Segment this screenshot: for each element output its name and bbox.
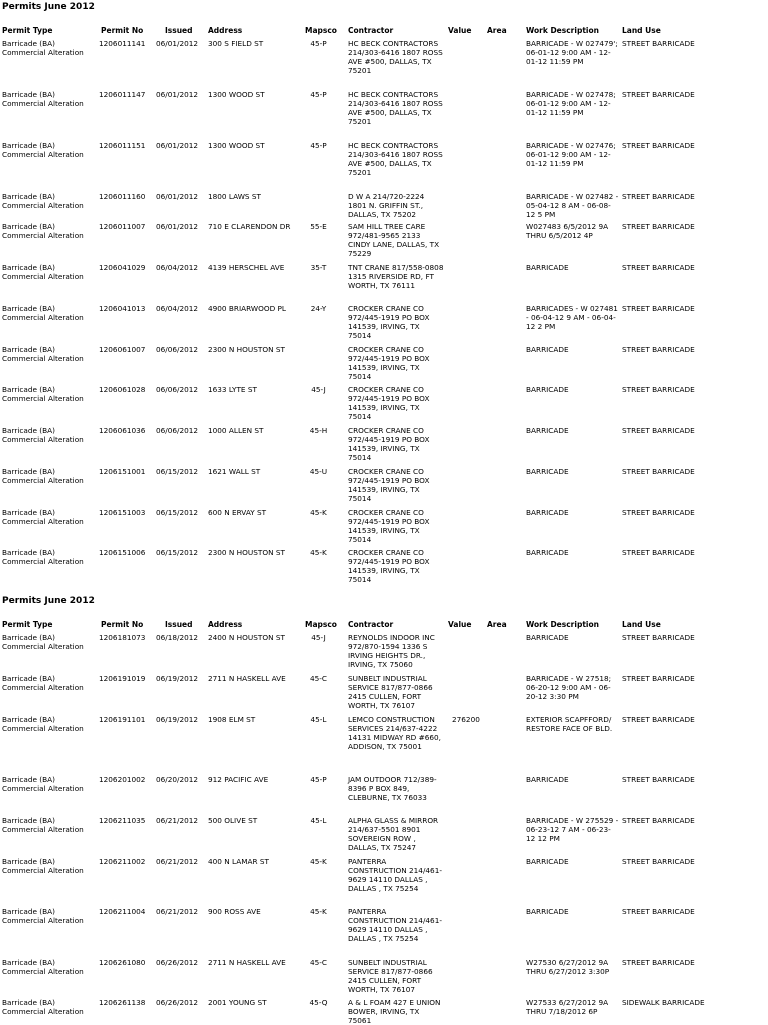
column-header-work: Work Description bbox=[526, 620, 599, 629]
column-header-land: Land Use bbox=[622, 26, 661, 35]
work-description-cell: W27530 6/27/2012 9A THRU 6/27/2012 3:30P bbox=[526, 958, 610, 977]
permit-type-cell: Barricade (BA) Commercial Alteration bbox=[2, 467, 84, 486]
contractor-cell: SAM HILL TREE CARE 972/481-9565 2133 CINDY LANE, DALLAS, TX 75229 bbox=[348, 222, 440, 259]
permit-number-cell: 1206211002 bbox=[99, 857, 146, 866]
permit-number-cell: 1206151003 bbox=[99, 508, 146, 517]
permit-number-cell: 1206191019 bbox=[99, 674, 146, 683]
work-description-cell: BARRICADE - W 27518; 06-20-12 9:00 AM - 06-20-12 3:30 PM bbox=[526, 674, 612, 702]
column-header-value: Value bbox=[448, 620, 472, 629]
permit-number-cell: 1206011160 bbox=[99, 192, 146, 201]
address-cell: 300 S FIELD ST bbox=[208, 39, 264, 48]
work-description-cell: BARRICADE bbox=[526, 345, 569, 354]
issued-date-cell: 06/01/2012 bbox=[156, 222, 199, 231]
permit-number-cell: 1206211035 bbox=[99, 816, 146, 825]
column-header-no: Permit No bbox=[101, 26, 144, 35]
address-cell: 710 E CLARENDON DR bbox=[208, 222, 291, 231]
issued-date-cell: 06/01/2012 bbox=[156, 141, 199, 150]
mapsco-cell: 45-U bbox=[309, 467, 328, 476]
work-description-cell: BARRICADE bbox=[526, 426, 569, 435]
work-description-cell: BARRICADE - W 275529 - 06-23-12 7 AM - 06-23-12 12 PM bbox=[526, 816, 619, 844]
column-header-work: Work Description bbox=[526, 26, 599, 35]
contractor-cell: LEMCO CONSTRUCTION SERVICES 214/637-4222 14131 MIDWAY RD #660, ADDISON, TX 75001 bbox=[348, 715, 441, 752]
work-description-cell: W027483 6/5/2012 9A THRU 6/5/2012 4P bbox=[526, 222, 609, 241]
land-use-cell: STREET BARRICADE bbox=[622, 958, 695, 967]
land-use-cell: STREET BARRICADE bbox=[622, 222, 695, 231]
address-cell: 1300 WOOD ST bbox=[208, 90, 265, 99]
column-header-issued: Issued bbox=[165, 26, 193, 35]
permit-number-cell: 1206181073 bbox=[99, 633, 146, 642]
issued-date-cell: 06/18/2012 bbox=[156, 633, 199, 642]
permit-number-cell: 1206261080 bbox=[99, 958, 146, 967]
work-description-cell: BARRICADE bbox=[526, 907, 569, 916]
permit-number-cell: 1206211004 bbox=[99, 907, 146, 916]
address-cell: 2400 N HOUSTON ST bbox=[208, 633, 285, 642]
permit-type-cell: Barricade (BA) Commercial Alteration bbox=[2, 775, 84, 794]
issued-date-cell: 06/04/2012 bbox=[156, 304, 199, 313]
mapsco-cell: 45-K bbox=[310, 548, 327, 557]
work-description-cell: BARRICADE bbox=[526, 633, 569, 642]
work-description-cell: W27533 6/27/2012 9A THRU 7/18/2012 6P bbox=[526, 998, 609, 1017]
permit-type-cell: Barricade (BA) Commercial Alteration bbox=[2, 90, 84, 109]
mapsco-cell: 24-Y bbox=[310, 304, 327, 313]
permit-number-cell: 1206011141 bbox=[99, 39, 146, 48]
address-cell: 4139 HERSCHEL AVE bbox=[208, 263, 285, 272]
permit-type-cell: Barricade (BA) Commercial Alteration bbox=[2, 548, 84, 567]
permit-type-cell: Barricade (BA) Commercial Alteration bbox=[2, 222, 84, 241]
address-cell: 1300 WOOD ST bbox=[208, 141, 265, 150]
address-cell: 500 OLIVE ST bbox=[208, 816, 258, 825]
permit-type-cell: Barricade (BA) Commercial Alteration bbox=[2, 857, 84, 876]
contractor-cell: HC BECK CONTRACTORS 214/303-6416 1807 ROSS AVE #500, DALLAS, TX 75201 bbox=[348, 141, 443, 178]
issued-date-cell: 06/04/2012 bbox=[156, 263, 199, 272]
permit-number-cell: 1206061036 bbox=[99, 426, 146, 435]
work-description-cell: EXTERIOR SCAPFFORD/ RESTORE FACE OF BLD. bbox=[526, 715, 613, 734]
mapsco-cell: 45-J bbox=[311, 633, 326, 642]
permit-number-cell: 1206041029 bbox=[99, 263, 146, 272]
land-use-cell: STREET BARRICADE bbox=[622, 426, 695, 435]
issued-date-cell: 06/19/2012 bbox=[156, 715, 199, 724]
address-cell: 1621 WALL ST bbox=[208, 467, 261, 476]
contractor-cell: HC BECK CONTRACTORS 214/303-6416 1807 ROSS AVE #500, DALLAS, TX 75201 bbox=[348, 39, 443, 76]
permit-number-cell: 1206061007 bbox=[99, 345, 146, 354]
land-use-cell: STREET BARRICADE bbox=[622, 345, 695, 354]
contractor-cell: CROCKER CRANE CO 972/445-1919 PO BOX 141539, IRVING, TX 75014 bbox=[348, 345, 430, 382]
issued-date-cell: 06/06/2012 bbox=[156, 426, 199, 435]
mapsco-cell: 45-C bbox=[309, 958, 327, 967]
mapsco-cell: 45-P bbox=[310, 141, 327, 150]
permit-number-cell: 1206191101 bbox=[99, 715, 146, 724]
contractor-cell: CROCKER CRANE CO 972/445-1919 PO BOX 141539, IRVING, TX 75014 bbox=[348, 426, 430, 463]
land-use-cell: STREET BARRICADE bbox=[622, 467, 695, 476]
address-cell: 900 ROSS AVE bbox=[208, 907, 261, 916]
issued-date-cell: 06/15/2012 bbox=[156, 467, 199, 476]
mapsco-cell: 45-L bbox=[310, 715, 327, 724]
issued-date-cell: 06/26/2012 bbox=[156, 958, 199, 967]
permit-type-cell: Barricade (BA) Commercial Alteration bbox=[2, 345, 84, 364]
permit-type-cell: Barricade (BA) Commercial Alteration bbox=[2, 304, 84, 323]
land-use-cell: STREET BARRICADE bbox=[622, 508, 695, 517]
work-description-cell: BARRICADE - W 027478; 06-01-12 9:00 AM - 12-01-12 11:59 PM bbox=[526, 90, 616, 118]
issued-date-cell: 06/15/2012 bbox=[156, 548, 199, 557]
mapsco-cell: 45-L bbox=[310, 816, 327, 825]
mapsco-cell: 55-E bbox=[310, 222, 327, 231]
permit-type-cell: Barricade (BA) Commercial Alteration bbox=[2, 192, 84, 211]
land-use-cell: STREET BARRICADE bbox=[622, 907, 695, 916]
land-use-cell: STREET BARRICADE bbox=[622, 633, 695, 642]
mapsco-cell: 45-P bbox=[310, 90, 327, 99]
contractor-cell: CROCKER CRANE CO 972/445-1919 PO BOX 141539, IRVING, TX 75014 bbox=[348, 304, 430, 341]
contractor-cell: TNT CRANE 817/558-0808 1315 RIVERSIDE RD, FT WORTH, TX 76111 bbox=[348, 263, 444, 291]
issued-date-cell: 06/21/2012 bbox=[156, 816, 199, 825]
address-cell: 1800 LAWS ST bbox=[208, 192, 261, 201]
column-header-value: Value bbox=[448, 26, 472, 35]
table-header bbox=[0, 620, 768, 632]
contractor-cell: ALPHA GLASS & MIRROR 214/637-5501 8901 SOVEREIGN ROW , DALLAS, TX 75247 bbox=[348, 816, 439, 853]
mapsco-cell: 45-K bbox=[310, 907, 327, 916]
column-header-land: Land Use bbox=[622, 620, 661, 629]
issued-date-cell: 06/26/2012 bbox=[156, 998, 199, 1007]
permit-type-cell: Barricade (BA) Commercial Alteration bbox=[2, 633, 84, 652]
address-cell: 1000 ALLEN ST bbox=[208, 426, 264, 435]
permit-number-cell: 1206151006 bbox=[99, 548, 146, 557]
permit-number-cell: 1206011007 bbox=[99, 222, 146, 231]
address-cell: 2300 N HOUSTON ST bbox=[208, 345, 285, 354]
work-description-cell: BARRICADE bbox=[526, 857, 569, 866]
address-cell: 1908 ELM ST bbox=[208, 715, 256, 724]
column-header-mapsco: Mapsco bbox=[305, 26, 337, 35]
land-use-cell: STREET BARRICADE bbox=[622, 385, 695, 394]
permit-number-cell: 1206151001 bbox=[99, 467, 146, 476]
contractor-cell: CROCKER CRANE CO 972/445-1919 PO BOX 141539, IRVING, TX 75014 bbox=[348, 385, 430, 422]
column-header-mapsco: Mapsco bbox=[305, 620, 337, 629]
column-header-contractor: Contractor bbox=[348, 26, 394, 35]
permit-type-cell: Barricade (BA) Commercial Alteration bbox=[2, 263, 84, 282]
section-title: Permits June 2012 bbox=[2, 596, 95, 606]
mapsco-cell: 45-H bbox=[309, 426, 328, 435]
permit-number-cell: 1206261138 bbox=[99, 998, 146, 1007]
land-use-cell: STREET BARRICADE bbox=[622, 857, 695, 866]
permit-type-cell: Barricade (BA) Commercial Alteration bbox=[2, 39, 84, 58]
column-header-type: Permit Type bbox=[2, 620, 53, 629]
address-cell: 600 N ERVAY ST bbox=[208, 508, 267, 517]
mapsco-cell: 35-T bbox=[310, 263, 327, 272]
permit-number-cell: 1206011147 bbox=[99, 90, 146, 99]
contractor-cell: CROCKER CRANE CO 972/445-1919 PO BOX 141539, IRVING, TX 75014 bbox=[348, 467, 430, 504]
contractor-cell: A & L FOAM 427 E UNION BOWER, IRVING, TX 75061 bbox=[348, 998, 441, 1025]
land-use-cell: STREET BARRICADE bbox=[622, 548, 695, 557]
address-cell: 912 PACIFIC AVE bbox=[208, 775, 269, 784]
address-cell: 4900 BRIARWOOD PL bbox=[208, 304, 286, 313]
mapsco-cell: 45-P bbox=[310, 775, 327, 784]
issued-date-cell: 06/01/2012 bbox=[156, 90, 199, 99]
address-cell: 2300 N HOUSTON ST bbox=[208, 548, 285, 557]
contractor-cell: CROCKER CRANE CO 972/445-1919 PO BOX 141539, IRVING, TX 75014 bbox=[348, 548, 430, 585]
mapsco-cell: 45-K bbox=[310, 508, 327, 517]
address-cell: 2711 N HASKELL AVE bbox=[208, 958, 286, 967]
land-use-cell: SIDEWALK BARRICADE bbox=[622, 998, 705, 1007]
mapsco-cell: 45-Q bbox=[309, 998, 328, 1007]
column-header-area: Area bbox=[487, 26, 507, 35]
land-use-cell: STREET BARRICADE bbox=[622, 304, 695, 313]
work-description-cell: BARRICADE bbox=[526, 775, 569, 784]
contractor-cell: PANTERRA CONSTRUCTION 214/461-9629 14110 DALLAS , DALLAS , TX 75254 bbox=[348, 857, 442, 894]
mapsco-cell: 45-C bbox=[309, 674, 327, 683]
column-header-no: Permit No bbox=[101, 620, 144, 629]
contractor-cell: CROCKER CRANE CO 972/445-1919 PO BOX 141539, IRVING, TX 75014 bbox=[348, 508, 430, 545]
issued-date-cell: 06/20/2012 bbox=[156, 775, 199, 784]
land-use-cell: STREET BARRICADE bbox=[622, 775, 695, 784]
permit-number-cell: 1206201002 bbox=[99, 775, 146, 784]
contractor-cell: SUNBELT INDUSTRIAL SERVICE 817/877-0866 2415 CULLEN, FORT WORTH, TX 76107 bbox=[348, 958, 433, 995]
column-header-issued: Issued bbox=[165, 620, 193, 629]
contractor-cell: REYNOLDS INDOOR INC 972/870-1594 1336 S IRVING HEIGHTS DR., IRVING, TX 75060 bbox=[348, 633, 435, 670]
permit-type-cell: Barricade (BA) Commercial Alteration bbox=[2, 141, 84, 160]
contractor-cell: D W A 214/720-2224 1801 N. GRIFFIN ST., DALLAS, TX 75202 bbox=[348, 192, 425, 220]
mapsco-cell: 45-K bbox=[310, 857, 327, 866]
land-use-cell: STREET BARRICADE bbox=[622, 674, 695, 683]
issued-date-cell: 06/01/2012 bbox=[156, 39, 199, 48]
column-header-contractor: Contractor bbox=[348, 620, 394, 629]
permit-type-cell: Barricade (BA) Commercial Alteration bbox=[2, 426, 84, 445]
column-header-address: Address bbox=[208, 620, 243, 629]
address-cell: 2001 YOUNG ST bbox=[208, 998, 267, 1007]
work-description-cell: BARRICADE bbox=[526, 263, 569, 272]
contractor-cell: PANTERRA CONSTRUCTION 214/461-9629 14110 DALLAS , DALLAS , TX 75254 bbox=[348, 907, 442, 944]
contractor-cell: HC BECK CONTRACTORS 214/303-6416 1807 ROSS AVE #500, DALLAS, TX 75201 bbox=[348, 90, 443, 127]
issued-date-cell: 06/21/2012 bbox=[156, 907, 199, 916]
permit-number-cell: 1206011151 bbox=[99, 141, 146, 150]
issued-date-cell: 06/06/2012 bbox=[156, 345, 199, 354]
land-use-cell: STREET BARRICADE bbox=[622, 715, 695, 724]
column-header-type: Permit Type bbox=[2, 26, 53, 35]
issued-date-cell: 06/19/2012 bbox=[156, 674, 199, 683]
land-use-cell: STREET BARRICADE bbox=[622, 141, 695, 150]
land-use-cell: STREET BARRICADE bbox=[622, 816, 695, 825]
issued-date-cell: 06/01/2012 bbox=[156, 192, 199, 201]
permit-type-cell: Barricade (BA) Commercial Alteration bbox=[2, 907, 84, 926]
address-cell: 400 N LAMAR ST bbox=[208, 857, 270, 866]
mapsco-cell: 45-J bbox=[311, 385, 326, 394]
work-description-cell: BARRICADE bbox=[526, 467, 569, 476]
land-use-cell: STREET BARRICADE bbox=[622, 192, 695, 201]
column-header-address: Address bbox=[208, 26, 243, 35]
value-cell: 276200 bbox=[452, 715, 480, 724]
work-description-cell: BARRICADE bbox=[526, 508, 569, 517]
address-cell: 2711 N HASKELL AVE bbox=[208, 674, 286, 683]
table-header bbox=[0, 26, 768, 38]
issued-date-cell: 06/15/2012 bbox=[156, 508, 199, 517]
permit-type-cell: Barricade (BA) Commercial Alteration bbox=[2, 958, 84, 977]
work-description-cell: BARRICADE bbox=[526, 385, 569, 394]
mapsco-cell: 45-P bbox=[310, 39, 327, 48]
work-description-cell: BARRICADE - W 027482 - 05-04-12 8 AM - 06-08-12 5 PM bbox=[526, 192, 619, 220]
permit-type-cell: Barricade (BA) Commercial Alteration bbox=[2, 998, 84, 1017]
work-description-cell: BARRICADE - W 027479'; 06-01-12 9:00 AM - 12-01-12 11:59 PM bbox=[526, 39, 618, 67]
permit-number-cell: 1206041013 bbox=[99, 304, 146, 313]
issued-date-cell: 06/06/2012 bbox=[156, 385, 199, 394]
work-description-cell: BARRICADE - W 027476; 06-01-12 9:00 AM - 12-01-12 11:59 PM bbox=[526, 141, 616, 169]
section-title: Permits June 2012 bbox=[2, 2, 95, 12]
land-use-cell: STREET BARRICADE bbox=[622, 39, 695, 48]
permit-type-cell: Barricade (BA) Commercial Alteration bbox=[2, 715, 84, 734]
permit-type-cell: Barricade (BA) Commercial Alteration bbox=[2, 816, 84, 835]
work-description-cell: BARRICADES - W 027481 - 06-04-12 9 AM - 06-04-12 2 PM bbox=[526, 304, 618, 332]
permit-number-cell: 1206061028 bbox=[99, 385, 146, 394]
column-header-area: Area bbox=[487, 620, 507, 629]
issued-date-cell: 06/21/2012 bbox=[156, 857, 199, 866]
permit-type-cell: Barricade (BA) Commercial Alteration bbox=[2, 385, 84, 404]
contractor-cell: JAM OUTDOOR 712/389-8396 P BOX 849, CLEBURNE, TX 76033 bbox=[348, 775, 437, 803]
land-use-cell: STREET BARRICADE bbox=[622, 90, 695, 99]
permit-type-cell: Barricade (BA) Commercial Alteration bbox=[2, 508, 84, 527]
work-description-cell: BARRICADE bbox=[526, 548, 569, 557]
address-cell: 1633 LYTE ST bbox=[208, 385, 257, 394]
permit-type-cell: Barricade (BA) Commercial Alteration bbox=[2, 674, 84, 693]
land-use-cell: STREET BARRICADE bbox=[622, 263, 695, 272]
contractor-cell: SUNBELT INDUSTRIAL SERVICE 817/877-0866 2415 CULLEN, FORT WORTH, TX 76107 bbox=[348, 674, 433, 711]
